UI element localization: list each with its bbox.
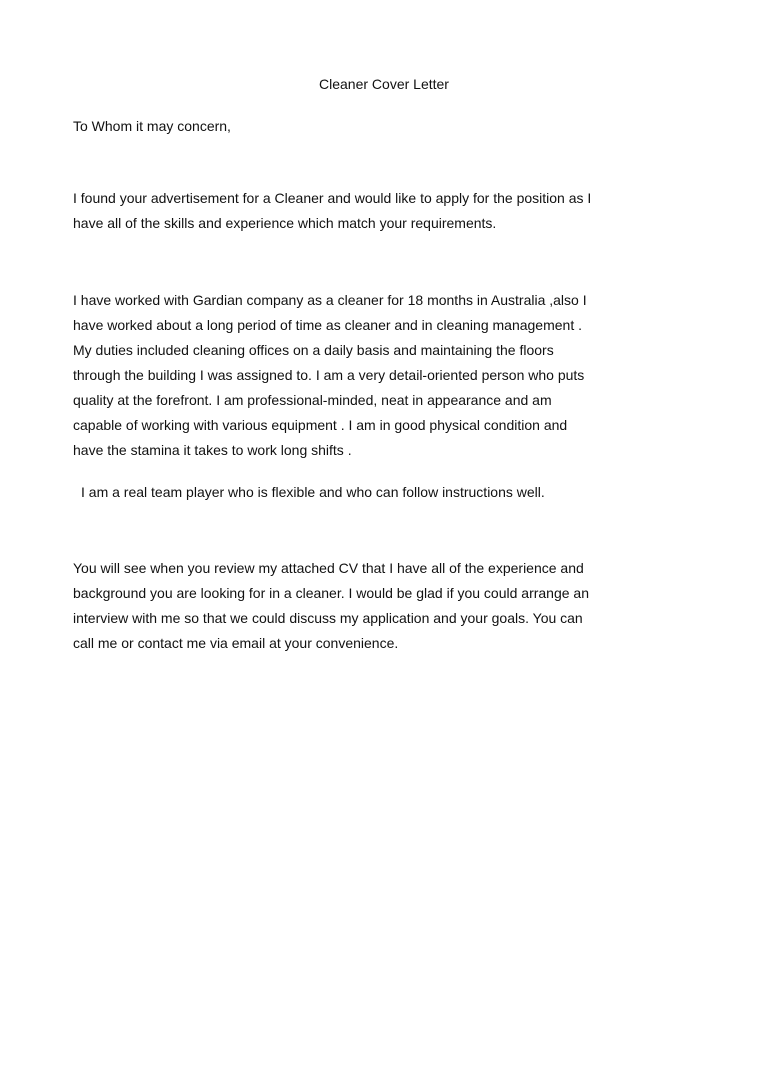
salutation [73, 114, 703, 139]
paragraph-intro [73, 186, 703, 236]
salutation-line: To Whom it may concern, [73, 118, 231, 134]
document-title: Cleaner Cover Letter [319, 76, 449, 92]
paragraph-line: call me or contact me via email at your convenience. [73, 635, 399, 651]
paragraph-team-player [81, 480, 711, 505]
paragraph-line: My duties included cleaning offices on a daily basis and maintaining the floors [73, 342, 554, 358]
paragraph-line: background you are looking for in a cleaner. I would be glad if you could arrange an [73, 585, 590, 601]
paragraph-line: have the stamina it takes to work long shifts . [73, 442, 352, 458]
paragraph-line: I have worked with Gardian company as a cleaner for 18 months in Australia ,also I [73, 292, 587, 308]
paragraph-line: through the building I was assigned to. I am a very detail-oriented person who puts [73, 367, 585, 383]
paragraph-closing [73, 556, 703, 656]
paragraph-line: interview with me so that we could discuss my application and your goals. You can [73, 610, 583, 626]
paragraph-line: have worked about a long period of time as cleaner and in cleaning management . [73, 317, 582, 333]
paragraph-line: quality at the forefront. I am professional-minded, neat in appearance and am [73, 392, 552, 408]
paragraph-line: I am a real team player who is flexible and who can follow instructions well. [81, 484, 545, 500]
paragraph-line: capable of working with various equipment . I am in good physical condition and [73, 417, 568, 433]
paragraph-experience [73, 288, 703, 463]
paragraph-line: You will see when you review my attached CV that I have all of the experience and [73, 560, 584, 576]
paragraph-line: have all of the skills and experience which match your requirements. [73, 215, 497, 231]
paragraph-line: I found your advertisement for a Cleaner and would like to apply for the position as I [73, 190, 592, 206]
